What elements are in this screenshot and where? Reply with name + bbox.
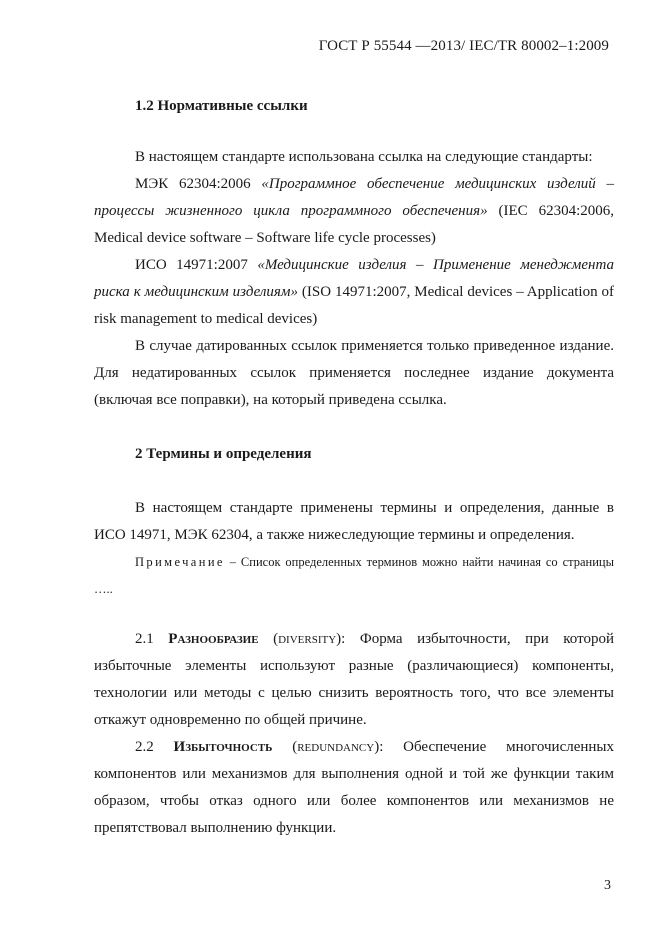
page-number: 3 xyxy=(604,878,611,893)
reference-iec-62304 xyxy=(94,171,614,252)
section-2-intro: В настоящем стандарте применены термины и определения, данные в ИСО 14971, МЭК 62304, а также нижеследующие термины и определения. xyxy=(94,500,614,543)
term-english: (diversity) xyxy=(258,631,342,647)
reference-iso-14971 xyxy=(94,252,614,333)
reference-original: (ISO 14971:2007, Medical devices – Application of risk management to medical devices) xyxy=(94,284,614,327)
term-definition: : Обеспечение многочисленных компонентов или механизмов для выполнения одной и той же функции таким образом, чтобы отказ одного или более компонентов или механизмов не препятствовал выполнению функции. xyxy=(94,739,615,836)
dated-references-note: В случае датированных ссылок применяется только приведенное издание. Для недатированных ссылок применяется последнее издание документа (включая все поправки), на который приведена ссылка. xyxy=(94,338,614,408)
section-1-2-title: 1.2 Нормативные ссылки xyxy=(135,98,308,114)
document-header: ГОСТ Р 55544 —2013/ IEC/TR 80002–1:2009 xyxy=(318,38,609,54)
note-label: Примечание xyxy=(135,555,225,569)
term-redundancy xyxy=(94,734,614,842)
term-number: 2.1 xyxy=(135,631,169,647)
term-name: Разнообразие xyxy=(168,631,259,647)
term-english: (redundancy) xyxy=(272,739,380,755)
section-2-title: 2 Термины и определения xyxy=(135,446,312,462)
note-text: – Список определенных терминов можно найти начиная со страницы ….. xyxy=(94,555,614,596)
reference-title: «Медицинские изделия – Применение менеджмента риска к медицинским изделиям» xyxy=(94,257,614,300)
page-body xyxy=(94,93,614,842)
reference-title: «Программное обеспечение медицинских изделий – процессы жизненного цикла программного обеспечения» xyxy=(94,176,615,219)
term-definition: : Форма избыточности, при которой избыточные элементы используют разные (различающиеся) компоненты, технологии или методы с целью снизить вероятность того, что все элементы откажут одновременно по общей причине. xyxy=(94,631,614,728)
terms-note xyxy=(94,549,614,603)
term-name: Избыточность xyxy=(173,739,273,755)
term-diversity xyxy=(94,626,614,734)
reference-code: ИСО 14971:2007 xyxy=(135,257,258,273)
term-number: 2.2 xyxy=(135,739,174,755)
reference-code: МЭК 62304:2006 xyxy=(135,176,262,192)
section-1-2-intro: В настоящем стандарте использована ссылка на следующие стандарты: xyxy=(135,149,593,165)
reference-original: (IEC 62304:2006, Medical device software – Software life cycle processes) xyxy=(94,203,614,246)
